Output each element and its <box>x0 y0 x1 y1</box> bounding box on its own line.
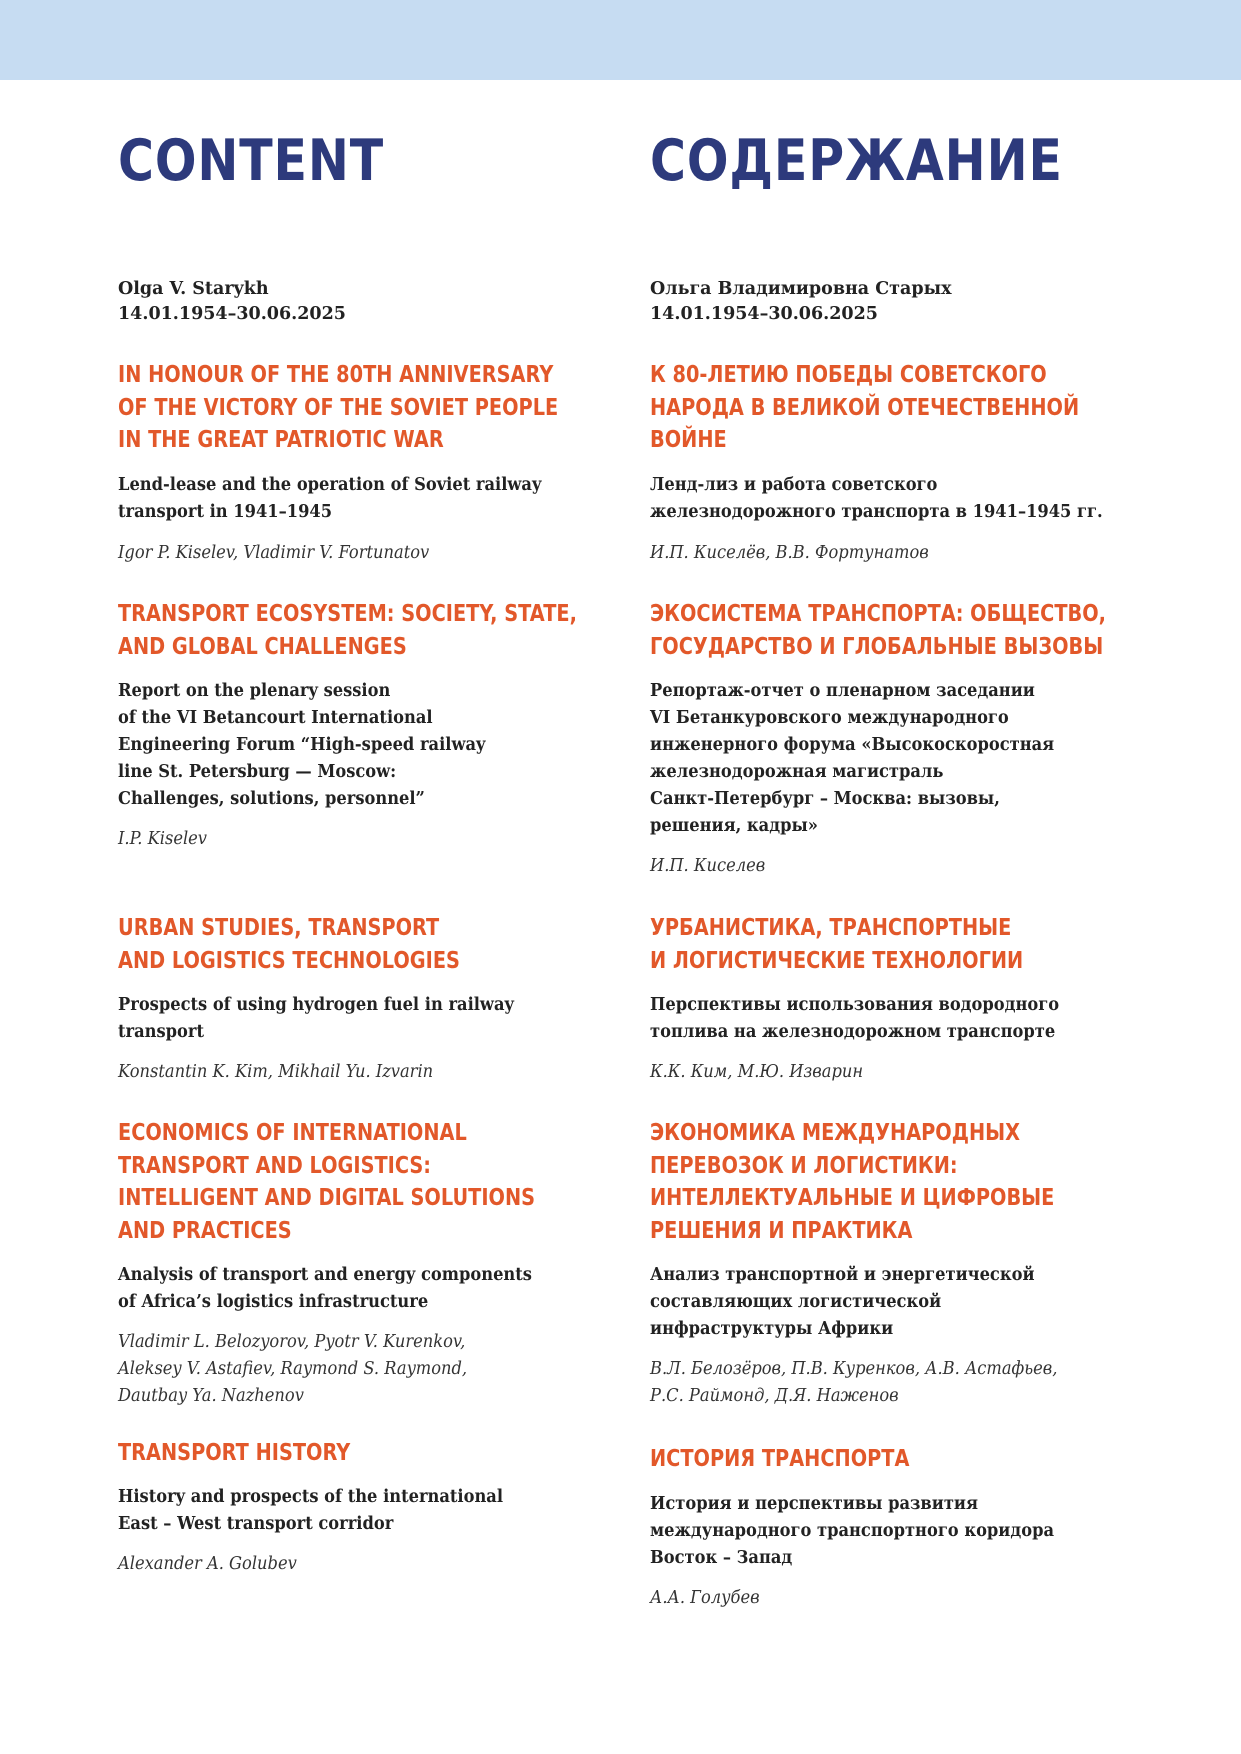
section-title: К 80-ЛЕТИЮ ПОБЕДЫ СОВЕТСКОГО НАРОДА В ВЕЛИКОЙ ОТЕЧЕСТВЕННОЙ ВОЙНЕ <box>650 362 1080 453</box>
article-authors: В.Л. Белозёров, П.В. Куренков, А.В. Астафьев, Р.С. Раймонд, Д.Я. Наженов <box>650 1359 1058 1406</box>
obituary-entry-english[interactable] <box>118 277 346 327</box>
article-title[interactable]: Report on the plenary session of the VI Betancourt International Engineering Forum “High-speed railway line St. Petersburg — Moscow: Challenges, solutions, personnel” <box>118 681 486 809</box>
obituary-dates: 14.01.1954–30.06.2025 <box>650 304 878 324</box>
article-authors: К.К. Ким, М.Ю. Изварин <box>650 1062 864 1082</box>
section-title: ECONOMICS OF INTERNATIONAL TRANSPORT AND LOGISTICS: INTELLIGENT AND DIGITAL SOLUTIONS AND PRACTICES <box>118 1120 536 1244</box>
page-title-english: CONTENT <box>118 128 385 194</box>
article-authors: И.П. Киселёв, В.В. Фортунатов <box>650 543 929 563</box>
obituary-name: Ольга Владимировна Старых <box>650 279 952 299</box>
article-authors: Konstantin K. Kim, Mikhail Yu. Izvarin <box>118 1062 434 1082</box>
article-title[interactable]: Lend-lease and the operation of Soviet railway transport in 1941–1945 <box>118 475 542 522</box>
section-title: ЭКОСИСТЕМА ТРАНСПОРТА: ОБЩЕСТВО, ГОСУДАРСТВО И ГЛОБАЛЬНЫЕ ВЫЗОВЫ <box>650 601 1106 660</box>
article-title[interactable]: История и перспективы развития международного транспортного коридора Восток – Запад <box>650 1494 1055 1568</box>
article-authors: А.А. Голубев <box>650 1588 760 1608</box>
header-band <box>0 0 1241 80</box>
article-authors: Igor P. Kiselev, Vladimir V. Fortunatov <box>118 543 430 563</box>
section-title: URBAN STUDIES, TRANSPORT AND LOGISTICS TECHNOLOGIES <box>118 915 460 974</box>
section-title: УРБАНИСТИКА, ТРАНСПОРТНЫЕ И ЛОГИСТИЧЕСКИЕ ТЕХНОЛОГИИ <box>650 915 1024 974</box>
article-title[interactable]: History and prospects of the international East – West transport corridor <box>118 1487 504 1534</box>
page-title-russian: СОДЕРЖАНИЕ <box>650 128 1063 194</box>
section-title: TRANSPORT ECOSYSTEM: SOCIETY, STATE, AND GLOBAL CHALLENGES <box>118 601 577 660</box>
article-authors: Vladimir L. Belozyorov, Pyotr V. Kurenkov, Aleksey V. Astafiev, Raymond S. Raymond, Dautbay Ya. Nazhenov <box>118 1332 468 1406</box>
article-authors: Alexander A. Golubev <box>118 1554 297 1574</box>
obituary-entry-russian[interactable] <box>650 277 952 327</box>
obituary-name: Olga V. Starykh <box>118 279 269 299</box>
article-title[interactable]: Анализ транспортной и энергетической составляющих логистической инфраструктуры Африки <box>650 1265 1035 1339</box>
section-title: ЭКОНОМИКА МЕЖДУНАРОДНЫХ ПЕРЕВОЗОК И ЛОГИСТИКИ: ИНТЕЛЛЕКТУАЛЬНЫЕ И ЦИФРОВЫЕ РЕШЕНИЯ И ПРАКТИКА <box>650 1120 1055 1244</box>
article-authors: И.П. Киселев <box>650 856 766 876</box>
article-title[interactable]: Ленд-лиз и работа советского железнодорожного транспорта в 1941–1945 гг. <box>650 475 1103 522</box>
section-title: TRANSPORT HISTORY <box>118 1440 351 1466</box>
article-title[interactable]: Репортаж-отчет о пленарном заседании VI Бетанкуровского международного инженерного форума «Высокоскоростная железнодорожная магистраль Санкт-Петербург – Москва: вызовы, решения, кадры» <box>650 681 1055 836</box>
article-title[interactable]: Analysis of transport and energy components of Africa’s logistics infrastructure <box>118 1265 532 1312</box>
section-title: IN HONOUR OF THE 80TH ANNIVERSARY OF THE VICTORY OF THE SOVIET PEOPLE IN THE GREAT PATRIOTIC WAR <box>118 362 559 453</box>
obituary-dates: 14.01.1954–30.06.2025 <box>118 304 346 324</box>
article-title[interactable]: Prospects of using hydrogen fuel in railway transport <box>118 995 514 1042</box>
article-authors: I.P. Kiselev <box>118 829 207 849</box>
section-title: ИСТОРИЯ ТРАНСПОРТА <box>650 1446 910 1472</box>
article-title[interactable]: Перспективы использования водородного топлива на железнодорожном транспорте <box>650 995 1060 1042</box>
